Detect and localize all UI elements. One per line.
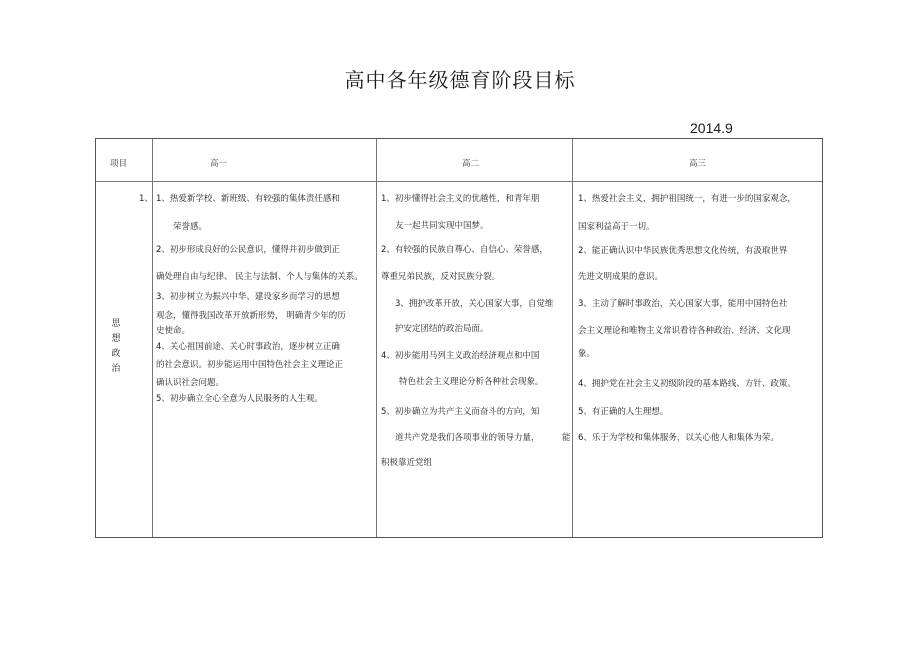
category-char: 思: [111, 319, 121, 329]
g3-goal-line: 6、乐于为学校和集体服务，以关心他人和集体为荣。: [578, 433, 779, 443]
g3-goal-line: 1、热爱社会主义，拥护祖国统一，有进一步的国家观念，: [578, 194, 796, 204]
g1-goal-line: 1、热爱新学校、新班级、有较强的集体责任感和: [156, 194, 340, 204]
g1-goal-line: 确认识社会问题。: [156, 378, 225, 388]
category-label: [110, 317, 122, 377]
g3-goal-line: 象。: [578, 349, 596, 359]
header-item: 项目: [110, 159, 128, 169]
g1-goal-line: 4、关心祖国前途、关心时事政治，逐步树立正确: [156, 342, 340, 352]
column-divider: [376, 139, 377, 537]
g1-goal-line: 3、初步树立为振兴中华、建设家乡而学习的思想: [156, 292, 340, 302]
document-date: 2014.9: [690, 120, 733, 136]
g2-goal-line: 3、拥护改革开放，关心国家大事，自觉维: [395, 299, 554, 309]
header-divider: [96, 181, 822, 182]
g2-goal-line: 1、初步懂得社会主义的优越性，和青年朋: [381, 194, 540, 204]
g3-goal-line: 国家利益高于一切。: [578, 222, 655, 232]
g3-goal-line: 会主义理论和唯物主义常识看待各种政治、经济、文化现: [578, 326, 791, 336]
g3-goal-line: 4、拥护党在社会主义初级阶段的基本路线、方针、政策。: [578, 379, 796, 389]
g2-goal-line: 特色社会主义理论分析各种社会现象。: [399, 377, 544, 387]
category-char: 治: [111, 364, 121, 374]
g2-goal-line: 友一起共同实现中国梦。: [395, 221, 489, 231]
g3-goal-line: 先进文明成果的意识。: [578, 272, 664, 282]
column-divider: [572, 139, 573, 537]
g1-goal-line: 荣誉感。: [173, 222, 208, 232]
g3-goal-line: 2、能正确认识中华民族优秀思想文化传统，有汲取世界: [578, 246, 788, 256]
page-title: 高中各年级德育阶段目标: [344, 68, 576, 92]
g2-goal-line: 护安定团结的政治局面。: [395, 324, 489, 334]
g1-goal-line: 确处理自由与纪律、 民主与法制、个人与集体的关系。: [156, 272, 363, 282]
g2-goal-line: 积极靠近党组: [381, 458, 433, 468]
header-grade-2: 高二: [462, 159, 480, 169]
g1-goal-line: 史使命。: [156, 326, 191, 336]
g3-goal-line: 3、主动了解时事政治，关心国家大事，能用中国特色社: [578, 299, 788, 309]
header-grade-3: 高三: [689, 159, 707, 169]
category-char: 想: [111, 334, 121, 344]
g2-goal-line: 5、初步确立为共产主义而奋斗的方向，知: [381, 407, 540, 417]
g1-goal-line: 2、初步形成良好的公民意识，懂得并初步做到正: [156, 245, 340, 255]
header-grade-1: 高一: [210, 159, 228, 169]
g2-goal-line: 道共产党是我们各项事业的领导力量，: [395, 433, 540, 443]
g2-goal-line: 2、有较强的民族自尊心、自信心、荣誉感，: [381, 245, 548, 255]
g1-goal-line: 的社会意识。初步能运用中国特色社会主义理论正: [156, 360, 344, 370]
g1-goal-line: 观念，懂得我国改革开放新形势， 明确青少年的历: [156, 311, 346, 321]
category-char: 政: [111, 349, 121, 359]
g1-goal-line: 5、初步确立全心全意为人民服务的人生观。: [156, 394, 323, 404]
goals-table: [95, 138, 823, 538]
g2-goal-line: 尊重兄弟民族，反对民族分裂。: [381, 272, 501, 282]
g1-number: 1、: [139, 194, 153, 204]
g2-goal-line: 4、初步能用马列主义政治经济观点和中国: [381, 351, 540, 361]
g2-goal-line: 能: [562, 433, 571, 443]
g3-goal-line: 5、有正确的人生理想。: [578, 407, 669, 417]
